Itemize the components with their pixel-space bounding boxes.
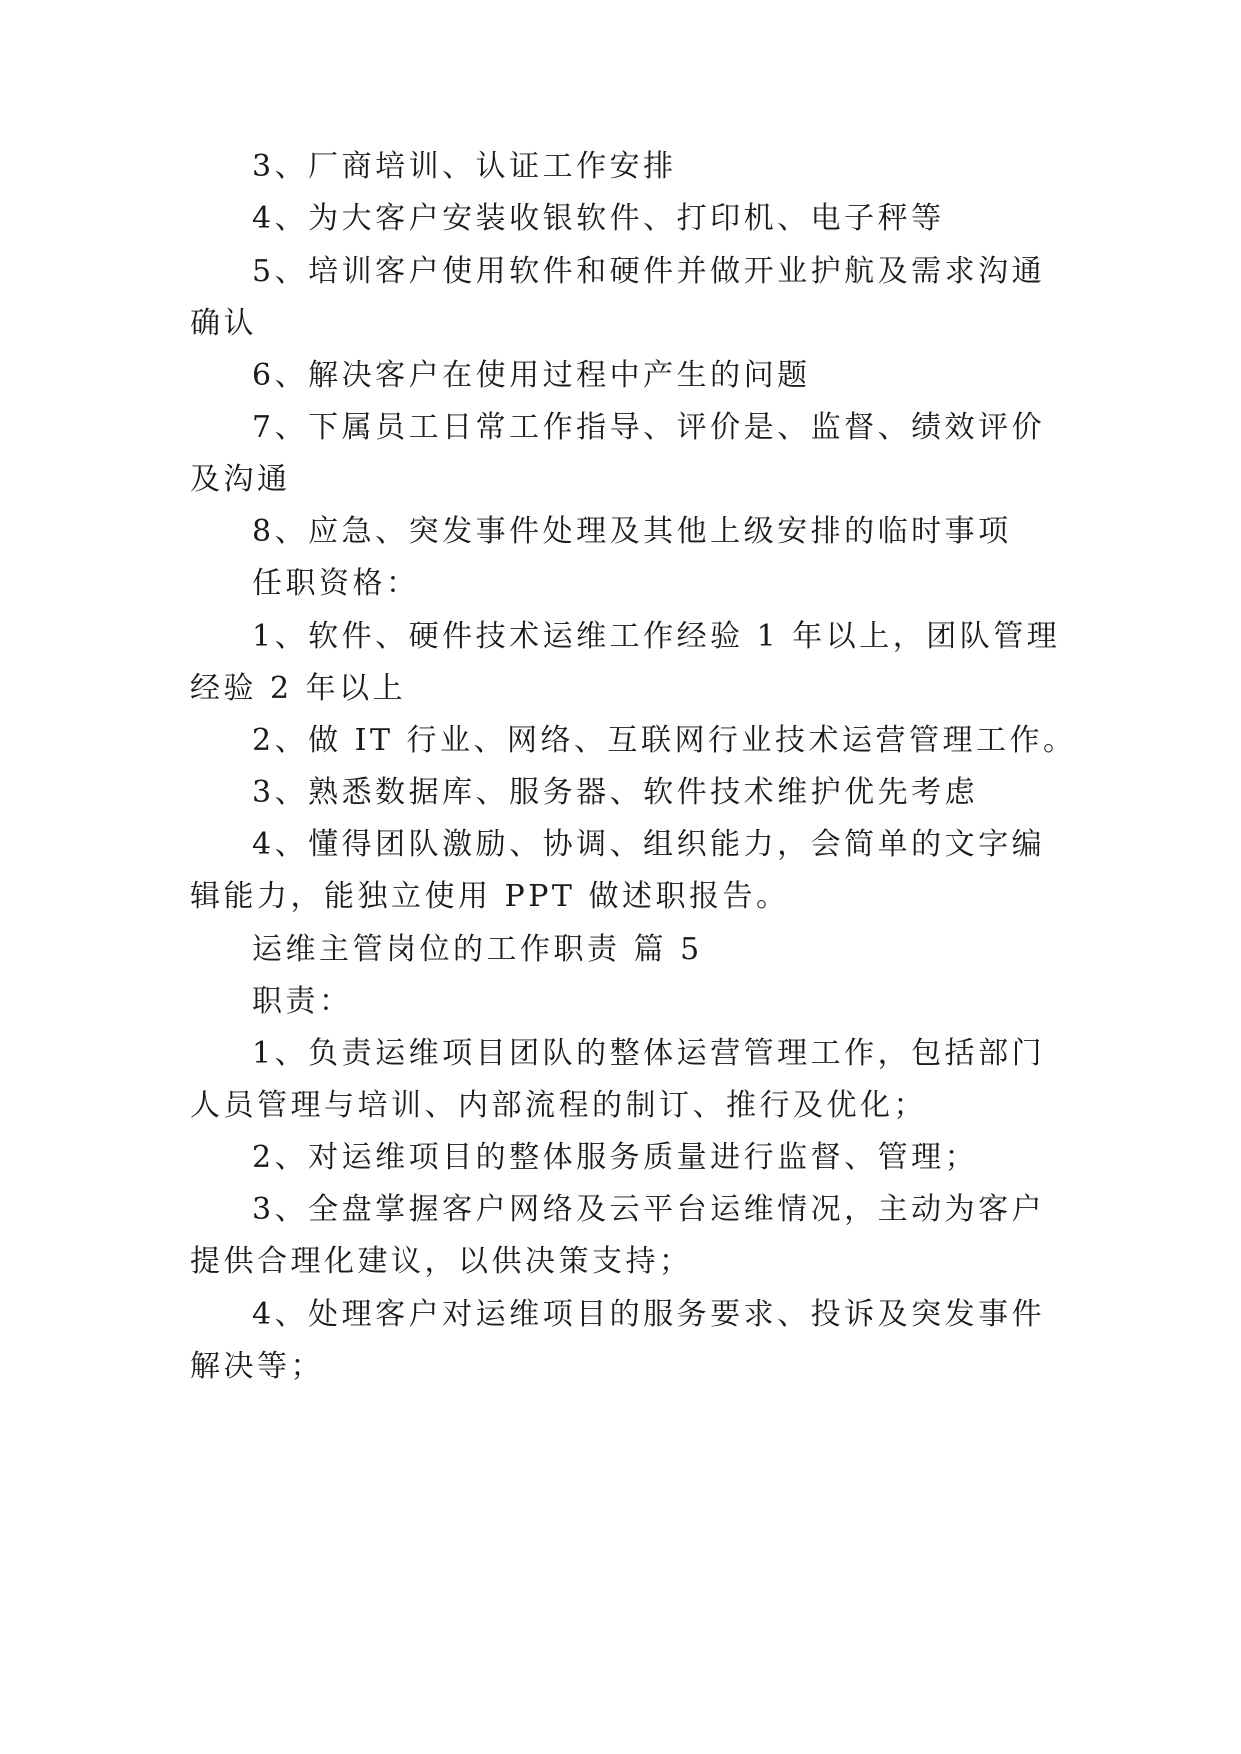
text-line: 提供合理化建议，以供决策支持； bbox=[190, 1244, 693, 1279]
text-line: 3、厂商培训、认证工作安排 bbox=[252, 149, 677, 184]
text-line: 解决等； bbox=[190, 1349, 324, 1384]
text-line: 4、处理客户对运维项目的服务要求、投诉及突发事件 bbox=[252, 1297, 1046, 1332]
text-line: 8、应急、突发事件处理及其他上级安排的临时事项 bbox=[252, 514, 1012, 549]
text-line: 1、软件、硬件技术运维工作经验 1 年以上，团队管理 bbox=[252, 619, 1061, 654]
text-line: 3、全盘掌握客户网络及云平台运维情况，主动为客户 bbox=[252, 1192, 1046, 1227]
text-line: 6、解决客户在使用过程中产生的问题 bbox=[252, 358, 811, 393]
text-line: 2、对运维项目的整体服务质量进行监督、管理； bbox=[252, 1140, 979, 1175]
text-line: 3、熟悉数据库、服务器、软件技术维护优先考虑 bbox=[252, 775, 979, 810]
text-line: 7、下属员工日常工作指导、评价是、监督、绩效评价 bbox=[252, 410, 1046, 445]
text-line: 4、为大客户安装收银软件、打印机、电子秤等 bbox=[252, 201, 945, 236]
text-line: 及沟通 bbox=[190, 462, 291, 497]
text-line: 经验 2 年以上 bbox=[190, 671, 407, 706]
text-line: 确认 bbox=[190, 306, 257, 341]
text-line: 2、做 IT 行业、网络、互联网行业技术运营管理工作。 bbox=[252, 723, 1077, 758]
text-line: 5、培训客户使用软件和硬件并做开业护航及需求沟通 bbox=[252, 254, 1046, 289]
text-line: 4、懂得团队激励、协调、组织能力，会简单的文字编 bbox=[252, 827, 1046, 862]
section-heading: 任职资格： bbox=[252, 566, 420, 601]
text-line: 1、负责运维项目团队的整体运营管理工作，包括部门 bbox=[252, 1036, 1046, 1071]
text-line: 人员管理与培训、内部流程的制订、推行及优化； bbox=[190, 1088, 927, 1123]
section-heading: 职责： bbox=[252, 984, 353, 1019]
text-line: 辑能力，能独立使用 PPT 做述职报告。 bbox=[190, 879, 790, 914]
section-title: 运维主管岗位的工作职责 篇 5 bbox=[252, 932, 703, 967]
